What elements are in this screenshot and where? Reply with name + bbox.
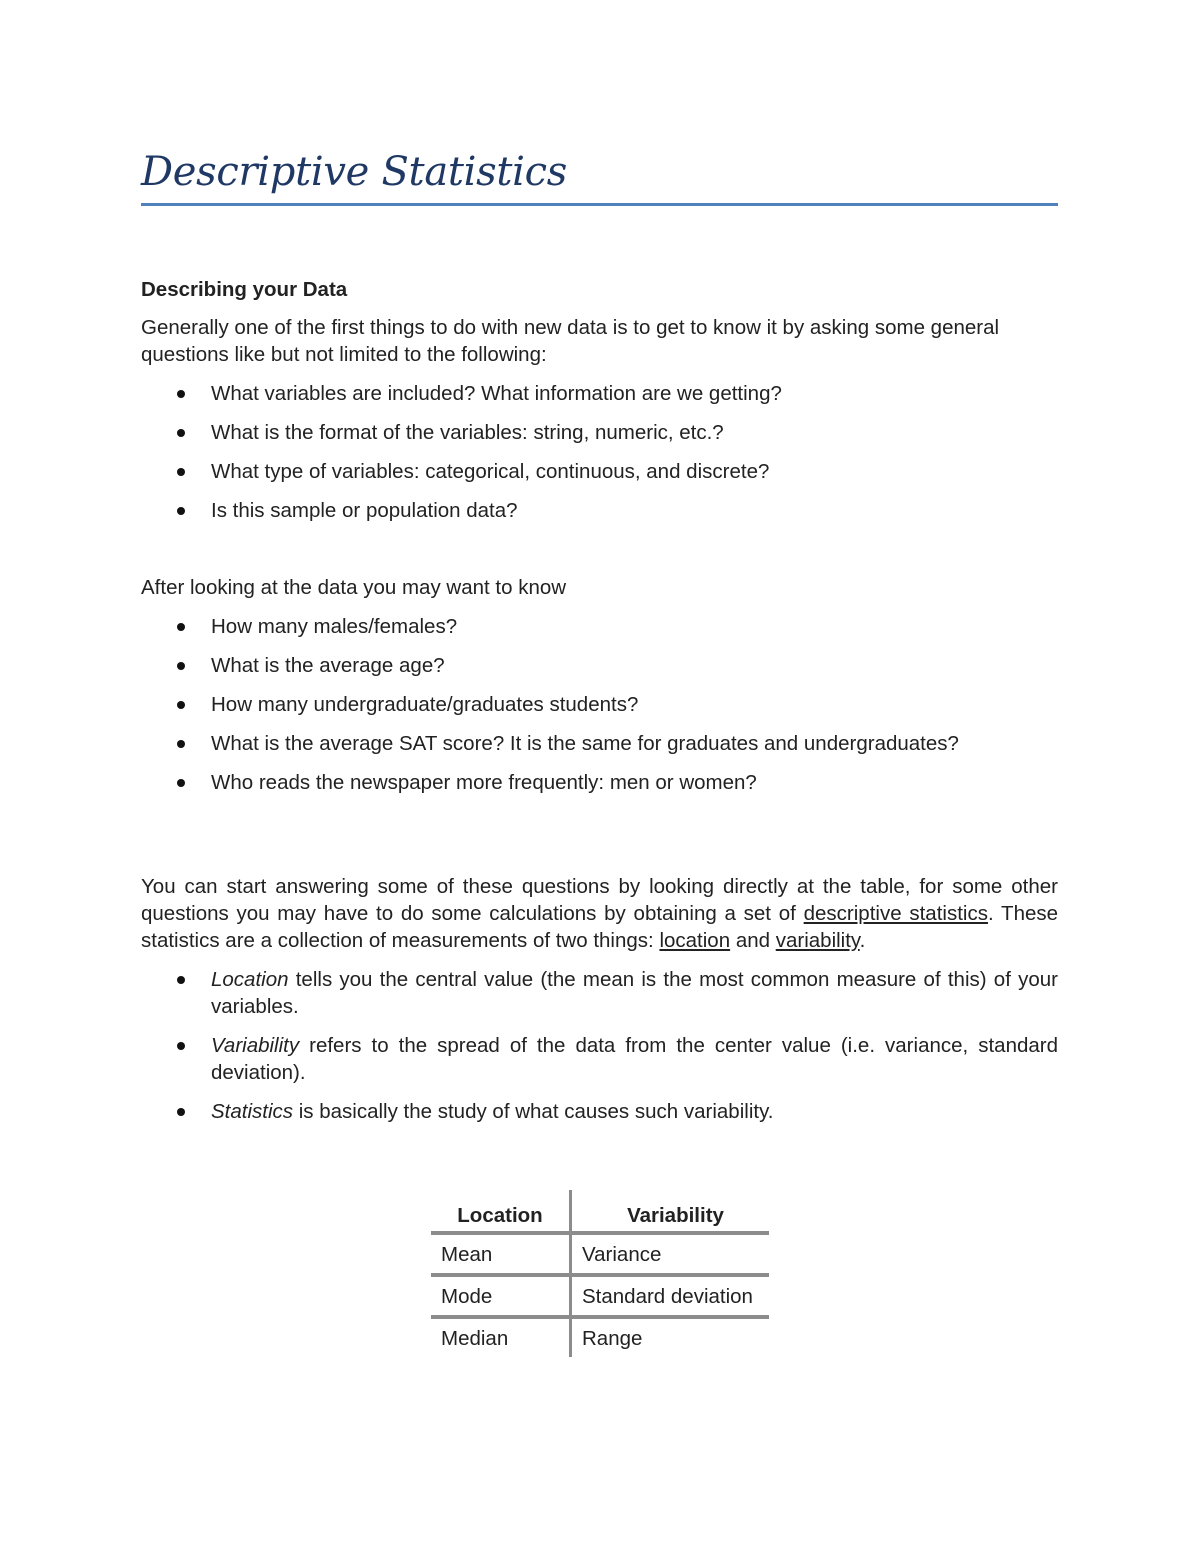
definition-term: Location	[211, 968, 289, 991]
answering-text-2: . These statistics are a collection of measurements of two things:	[141, 902, 1059, 952]
table-header-location: Location	[431, 1190, 571, 1233]
bullet-icon	[177, 701, 185, 709]
table-cell: Median	[431, 1317, 571, 1357]
list-item-text: What variables are included? What information are we getting?	[211, 382, 782, 405]
definition-term: Variability	[211, 1034, 300, 1057]
list-item-text: What type of variables: categorical, continuous, and discrete?	[211, 460, 770, 483]
variability-link[interactable]: variability	[775, 929, 860, 952]
answering-text-4: .	[859, 929, 866, 952]
definition-list	[141, 966, 1058, 1125]
intro-block	[141, 314, 1058, 524]
list-item-text: Is this sample or population data?	[211, 499, 518, 522]
bullet-icon	[177, 623, 185, 631]
intro-question-list	[141, 380, 1058, 524]
table-cell: Mode	[431, 1275, 571, 1317]
location-variability-table	[431, 1190, 769, 1357]
bullet-icon	[177, 1108, 185, 1116]
answering-text-1: You can start answering some of these questions by looking directly at the table, for some other questions you may have to do some calculations by obtaining a set of	[141, 875, 1058, 925]
list-item	[141, 652, 1058, 679]
list-item-text: What is the average SAT score? It is the same for graduates and undergraduates?	[211, 732, 959, 755]
definition-text: tells you the central value (the mean is the most common measure of this) of your variables.	[211, 968, 1058, 1018]
table-row	[431, 1317, 769, 1357]
list-item-text: What is the format of the variables: string, numeric, etc.?	[211, 421, 724, 444]
list-item	[141, 769, 1058, 796]
list-item-text: How many males/females?	[211, 615, 458, 638]
definition-term: Statistics	[211, 1100, 294, 1123]
list-item-text: What is the average age?	[211, 654, 445, 677]
bullet-icon	[177, 390, 185, 398]
list-item-text: How many undergraduate/graduates students?	[211, 693, 639, 716]
table-header-variability: Variability	[571, 1190, 770, 1233]
bullet-icon	[177, 779, 185, 787]
list-item	[141, 613, 1058, 640]
definition-text: is basically the study of what causes such variability.	[298, 1100, 774, 1123]
followup-block	[141, 574, 1058, 796]
table-row	[431, 1233, 769, 1275]
bullet-icon	[177, 468, 185, 476]
list-item	[141, 730, 1058, 757]
after-looking-paragraph: After looking at the data you may want to know	[141, 576, 567, 599]
list-item	[141, 691, 1058, 718]
table-cell: Standard deviation	[571, 1275, 770, 1317]
table-header-row	[431, 1190, 769, 1233]
bullet-icon	[177, 429, 185, 437]
bullet-icon	[177, 507, 185, 515]
bullet-icon	[177, 740, 185, 748]
answering-block	[141, 873, 1058, 1125]
definition-text: refers to the spread of the data from the center value (i.e. variance, standard deviation).	[211, 1034, 1058, 1084]
list-item-text: Who reads the newspaper more frequently: men or women?	[211, 771, 757, 794]
bullet-icon	[177, 662, 185, 670]
table-row	[431, 1275, 769, 1317]
bullet-icon	[177, 1042, 185, 1050]
bullet-icon	[177, 976, 185, 984]
table-cell: Variance	[571, 1233, 770, 1275]
list-item	[141, 497, 1058, 524]
location-link[interactable]: location	[659, 929, 731, 952]
answering-paragraph	[141, 873, 1058, 954]
list-item	[141, 1098, 1058, 1125]
intro-paragraph: Generally one of the first things to do with new data is to get to know it by asking some general questions like but not limited to the following:	[141, 316, 1000, 366]
section-heading: Describing your Data	[141, 278, 348, 301]
table-cell: Range	[582, 1326, 643, 1350]
list-item	[141, 966, 1058, 1020]
answering-text-3: and	[735, 929, 771, 952]
list-item	[141, 380, 1058, 407]
list-item	[141, 458, 1058, 485]
table-cell: Mean	[431, 1233, 571, 1275]
title-underline-rule	[141, 203, 1058, 206]
list-item	[141, 419, 1058, 446]
followup-question-list	[141, 613, 1058, 796]
document-title: Descriptive Statistics	[141, 149, 567, 195]
descriptive-statistics-link[interactable]: descriptive statistics	[803, 902, 988, 925]
list-item	[141, 1032, 1058, 1086]
